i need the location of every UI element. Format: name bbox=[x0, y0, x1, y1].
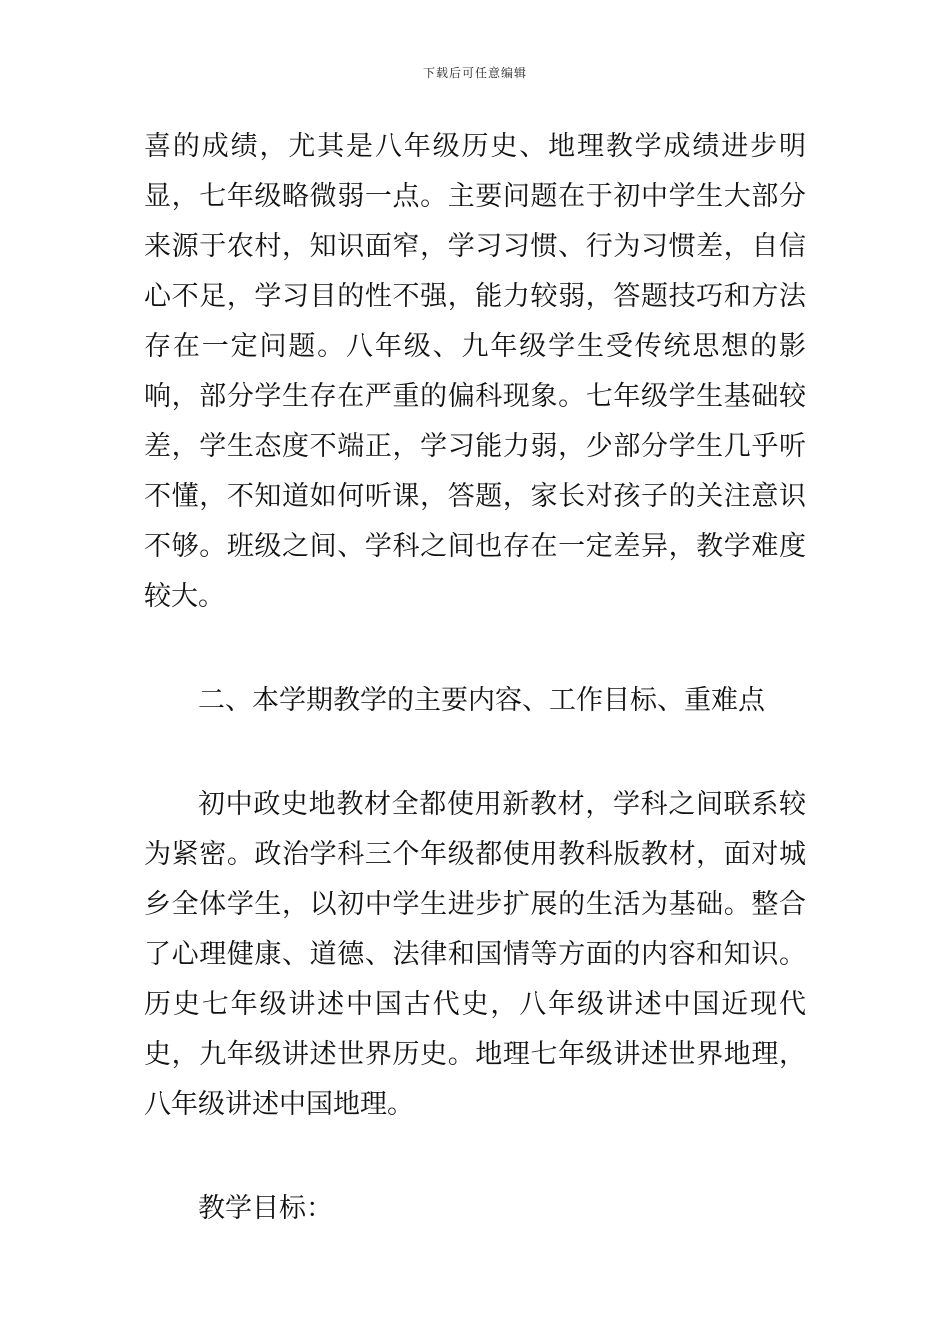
document-body bbox=[144, 122, 806, 1234]
paragraph-textbooks: 初中政史地教材全都使用新教材，学科之间联系较为紧密。政治学科三个年级都使用教科版教材，面对城乡全体学生，以初中学生进步扩展的生活为基础。整合了心理健康、道德、法律和国情等方面的内容和知识。历史七年级讲述中国古代史，八年级讲述中国近现代史，九年级讲述世界历史。地理七年级讲述世界地理，八年级讲述中国地理。 bbox=[144, 789, 806, 1120]
page-header-note: 下载后可任意编辑 bbox=[422, 66, 527, 80]
section-heading-main-content: 二、本学期教学的主要内容、工作目标、重难点 bbox=[198, 685, 765, 716]
section-heading-teaching-goals: 教学目标： bbox=[198, 1193, 333, 1224]
paragraph-intro-continuation: 喜的成绩，尤其是八年级历史、地理教学成绩进步明显，七年级略微弱一点。主要问题在于初中学生大部分来源于农村，知识面窄，学习习惯、行为习惯差，自信心不足，学习目的性不强，能力较弱，答题技巧和方法存在一定问题。八年级、九年级学生受传统思想的影响，部分学生存在严重的偏科现象。七年级学生基础较差，学生态度不端正，学习能力弱，少部分学生几乎听不懂，不知道如何听课，答题，家长对孩子的关注意识不够。班级之间、学科之间也存在一定差异，教学难度较大。 bbox=[144, 131, 806, 612]
